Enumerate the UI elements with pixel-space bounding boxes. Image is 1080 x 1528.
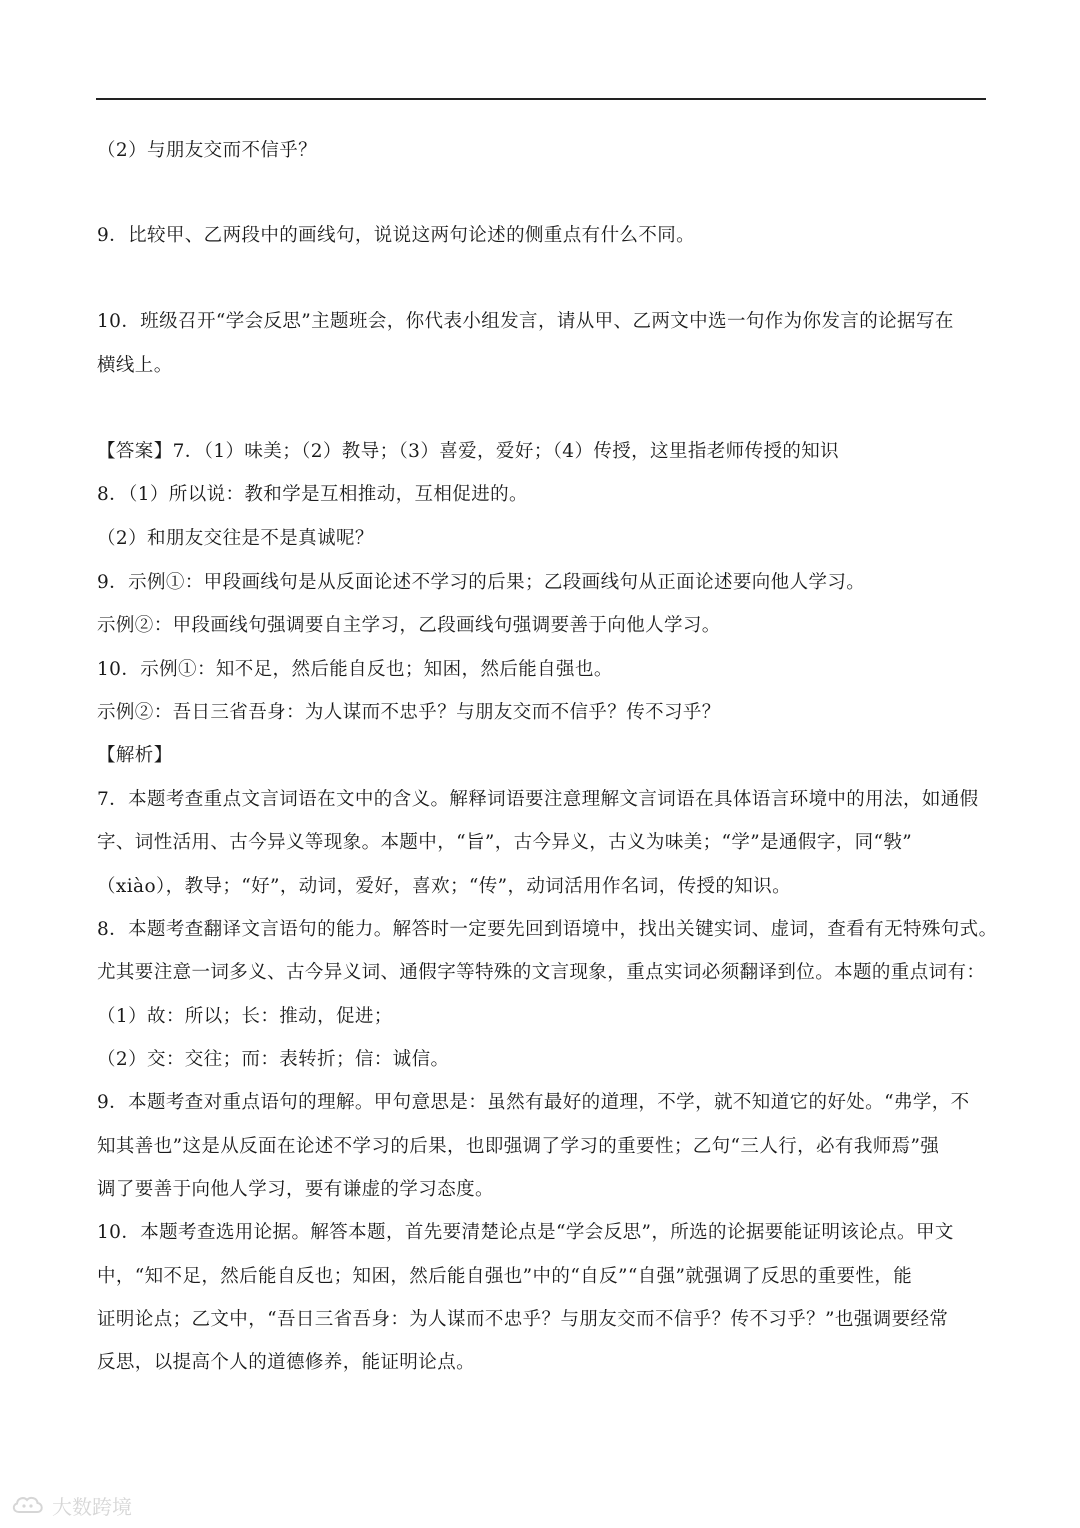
analysis-8-line-1: 8．本题考查翻译文言语句的能力。解答时一定要先回到语境中，找出关键实词、虚词，查看有无特殊句式。	[97, 919, 998, 940]
question-10-line-2: 横线上。	[97, 355, 173, 376]
analysis-10-line-4: 反思，以提高个人的道德修养，能证明论点。	[97, 1352, 476, 1373]
analysis-9-line-2: 知其善也”这是从反面在论述不学习的后果，也即强调了学习的重要性；乙句“三人行，必有我师焉”强	[97, 1136, 940, 1157]
analysis-10-line-3: 证明论点；乙文中，“吾日三省吾身：为人谋而不忠乎？与朋友交而不信乎？传不习乎？”也强调要经常	[97, 1309, 949, 1330]
question-10-line-1: 10．班级召开“学会反思”主题班会，你代表小组发言，请从甲、乙两文中选一句作为你发言的论据写在	[97, 311, 954, 332]
watermark-text: 大数跨境	[52, 1494, 132, 1519]
analysis-10-line-2: 中，“知不足，然后能自反也；知困，然后能自强也”中的“自反”“自强”就强调了反思的重要性，能	[97, 1266, 913, 1287]
analysis-7-line-3: （xiào），教导；“好”，动词，爱好，喜欢；“传”，动词活用作名词，传授的知识。	[97, 876, 792, 897]
analysis-8-item-2: （2）交：交往；而：表转折；信：诚信。	[97, 1049, 450, 1070]
answer-9-example-1: 9．示例①：甲段画线句是从反面论述不学习的后果；乙段画线句从正面论述要向他人学习。	[97, 572, 866, 593]
analysis-9-line-1: 9．本题考查对重点语句的理解。甲句意思是：虽然有最好的道理，不学，就不知道它的好处。“弗学，不	[97, 1092, 970, 1113]
analysis-7-line-2: 字、词性活用、古今异义等现象。本题中，“旨”，古今异义，古义为味美；“学”是通假字，同“斅”	[97, 832, 913, 853]
analysis-8-line-2: 尤其要注意一词多义、古今异义词、通假字等特殊的文言现象，重点实词必须翻译到位。本题的重点词有：	[97, 962, 986, 983]
header-rule	[96, 98, 986, 100]
question-9: 9．比较甲、乙两段中的画线句，说说这两句论述的侧重点有什么不同。	[97, 225, 696, 246]
analysis-9-line-3: 调了要善于向他人学习，要有谦虚的学习态度。	[97, 1179, 494, 1200]
answer-10-example-1: 10．示例①：知不足，然后能自反也；知困，然后能自强也。	[97, 659, 613, 680]
watermark	[10, 1490, 132, 1520]
answer-8-2: （2）和朋友交往是不是真诚呢？	[97, 528, 374, 549]
answer-9-example-2: 示例②：甲段画线句强调要自主学习，乙段画线句强调要善于向他人学习。	[97, 615, 721, 636]
answer-8-1: 8．（1）所以说：教和学是互相推动，互相促进的。	[97, 484, 528, 505]
analysis-8-item-1: （1）故：所以；长：推动，促进；	[97, 1006, 393, 1027]
analysis-10-line-1: 10．本题考查选用论据。解答本题，首先要清楚论点是“学会反思”，所选的论据要能证明该论点。甲文	[97, 1222, 954, 1243]
question-8-2: （2）与朋友交而不信乎？	[97, 140, 318, 161]
analysis-7-line-1: 7．本题考查重点文言词语在文中的含义。解释词语要注意理解文言词语在具体语言环境中的用法，如通假	[97, 789, 979, 810]
cloud-logo-icon	[10, 1494, 46, 1516]
analysis-heading: 【解析】	[97, 745, 173, 766]
answer-10-example-2: 示例②：吾日三省吾身：为人谋而不忠乎？与朋友交而不信乎？传不习乎？	[97, 702, 721, 723]
answer-7: 【答案】7．（1）味美；（2）教导；（3）喜爱，爱好；（4）传授，这里指老师传授的知识	[97, 441, 840, 462]
